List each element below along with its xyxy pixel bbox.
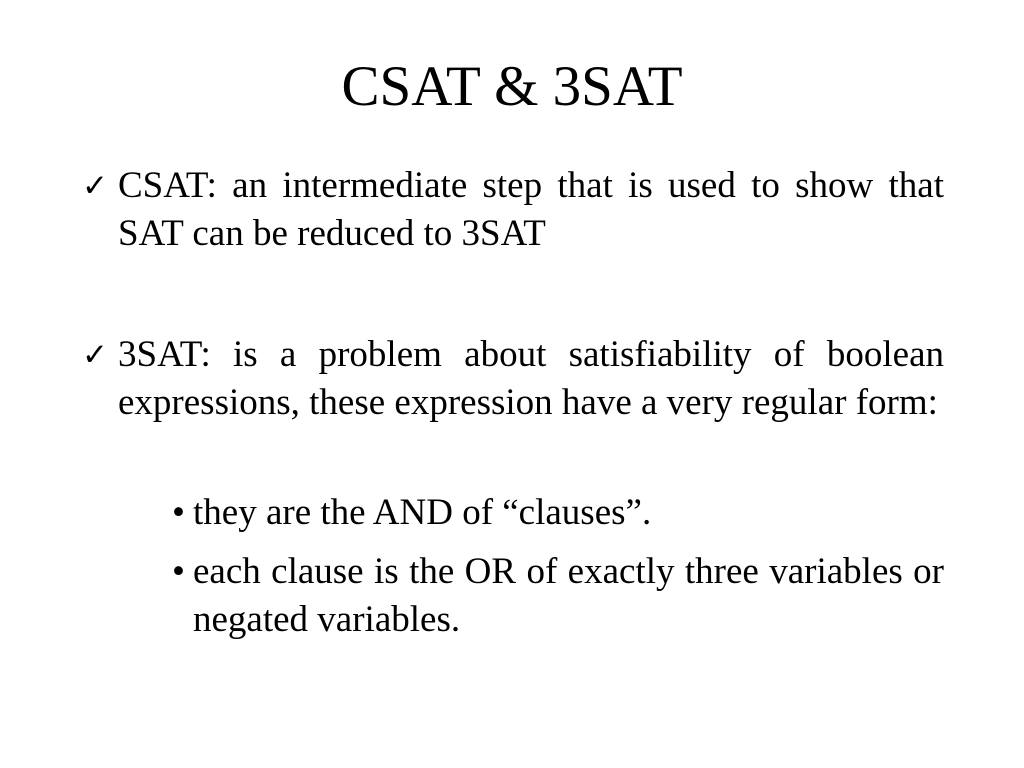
bullet-dot-icon: • [172,492,185,533]
checkmark-icon: ✓ [82,168,108,204]
bullet-csat [82,162,944,258]
bullet-text: 3SAT: is a problem about satisfiability of boolean expressions, these expression have a very regular form: [118,334,944,423]
subbullet-text: they are the AND of “clauses”. [193,492,652,533]
bullet-dot-icon: • [172,551,185,592]
subbullet-text: each clause is the OR of exactly three variables or negated variables. [193,551,944,640]
subbullet-and-of-clauses [172,489,944,537]
bullet-text: CSAT: an intermediate step that is used to show that SAT can be reduced to 3SAT [118,165,944,254]
bullet-3sat [82,331,944,427]
subbullet-or-of-three [172,548,944,644]
checkmark-icon: ✓ [82,337,108,373]
slide-title: CSAT & 3SAT [341,55,683,118]
